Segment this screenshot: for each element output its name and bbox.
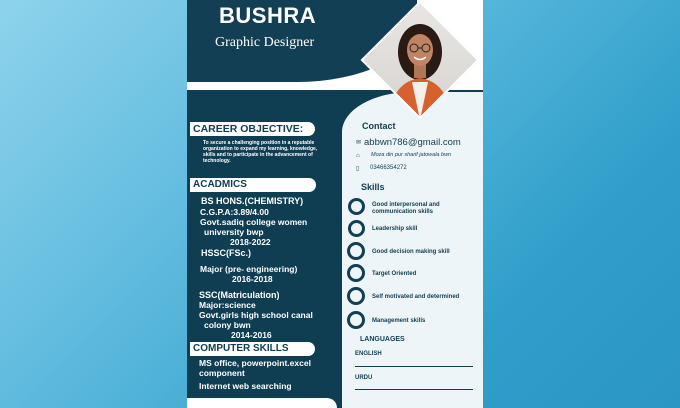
contact-email: abbwn786@gmail.com (364, 137, 461, 148)
ssc-years: 2014-2016 (231, 330, 272, 340)
skills-heading: Skills (361, 182, 385, 192)
bs-degree: BS HONS.(CHEMISTRY) (201, 196, 304, 206)
skill-item-2: Leadership skill (372, 226, 418, 232)
language-urdu: URDU (355, 375, 373, 381)
skill-ring-icon (348, 220, 365, 237)
computer-skill-1: MS office, powerpoint.excel (199, 358, 311, 368)
home-icon: ⌂ (356, 153, 360, 159)
bs-cgpa: C.G.P.A:3.89/4.00 (200, 207, 269, 217)
skill-item-5: Self motivated and determined (372, 294, 460, 300)
phone-icon: ▯ (356, 166, 360, 172)
hssc-degree: HSSC(FSc.) (201, 248, 252, 258)
footer-accent (187, 398, 337, 408)
skill-item-3: Good decision making skill (372, 249, 450, 255)
skill-ring-icon (347, 287, 365, 305)
career-objective-text: To secure a challenging position in a reputable organization to expand my learning, knowledge, skills and to participate in the advancement of technology. (203, 140, 318, 164)
computer-skill-2: Internet web searching (199, 381, 292, 391)
bs-institution-2: university bwp (204, 227, 264, 237)
academics-heading: ACADMICS (190, 178, 316, 192)
contact-address: Moza din pur sharif jatowala bwn (371, 152, 452, 158)
ssc-degree: SSC(Matriculation) (199, 290, 280, 300)
skill-ring-icon (347, 242, 365, 260)
resume-page (187, 0, 483, 408)
profile-photo (370, 10, 466, 106)
skill-ring-icon (347, 264, 365, 282)
computer-skill-1b: component (199, 368, 245, 378)
computer-skills-heading: COMPUTER SKILLS (190, 342, 315, 356)
languages-heading: LANGUAGES (360, 336, 405, 343)
bs-institution: Govt.sadiq college women (200, 217, 308, 227)
ssc-major: Major:science (199, 300, 256, 310)
skill-item-4: Target Oriented (372, 271, 417, 277)
person-portrait-icon (361, 1, 480, 120)
language-urdu-line (355, 389, 473, 390)
skill-ring-icon (348, 198, 365, 215)
language-english-line (355, 366, 473, 367)
ssc-institution-2: colony bwn (204, 320, 251, 330)
bs-years: 2018-2022 (230, 237, 271, 247)
skill-item-1: Good interpersonal and communication skills (372, 202, 440, 215)
photo-frame (361, 1, 480, 120)
contact-heading: Contact (362, 121, 396, 131)
hssc-years: 2016-2018 (232, 274, 273, 284)
role-subtitle: Graphic Designer (215, 35, 315, 50)
skill-item-6: Management skills (372, 318, 426, 324)
name-heading: BUSHRA (219, 3, 317, 28)
contact-phone: 03466354272 (370, 165, 407, 171)
language-english: ENGLISH (355, 351, 382, 357)
ssc-institution: Govt.girls high school canal (199, 310, 313, 320)
career-objective-heading: CAREER OBJECTIVE: (190, 122, 315, 136)
email-icon: ✉ (356, 140, 362, 146)
hssc-major: Major (pre- engineering) (200, 264, 298, 274)
skill-ring-icon (347, 311, 365, 329)
